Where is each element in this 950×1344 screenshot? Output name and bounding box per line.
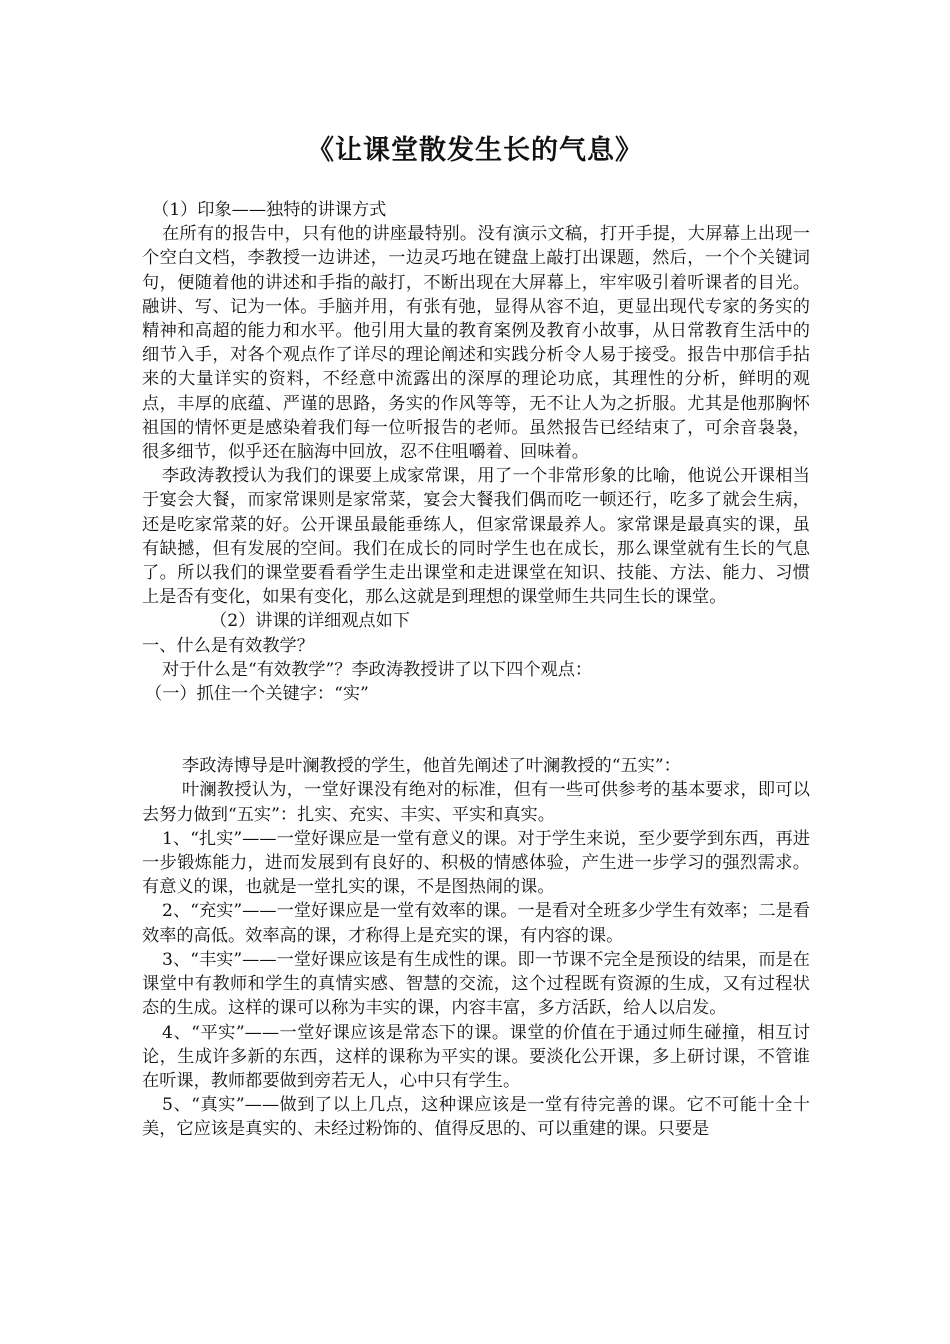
paragraph: 叶澜教授认为，一堂好课没有绝对的标准，但有一些可供参考的基本要求，即可以去努力做到“五实”：扎实、充实、丰实、平实和真实。 xyxy=(142,780,810,825)
blank-line xyxy=(142,706,810,754)
list-item: 2、“充实”——一堂好课应是一堂有效率的课。一是看对全班多少学生有效率；二是看效率的高低。效率高的课，才称得上是充实的课，有内容的课。 xyxy=(142,901,810,946)
part1-heading: （1）印象——独特的讲课方式 xyxy=(152,200,387,220)
paragraph: 李政涛教授认为我们的课要上成家常课，用了一个非常形象的比喻，他说公开课相当于宴会大餐，而家常课则是家常菜，宴会大餐我们偶而吃一顿还行，吃多了就会生病，还是吃家常菜的好。公开课虽最能垂练人，但家常课最养人。家常课是最真实的课，虽有缺撼，但有发展的空间。我们在成长的同时学生也在成长，那么课堂就有生长的气息了。所以我们的课堂要看看学生走出课堂和走进课堂在知识、技能、方法、能力、习惯上是否有变化，如果有变化，那么这就是到理想的课堂师生共同生长的课堂。 xyxy=(142,466,810,608)
list-item: 1、“扎实”——一堂好课应是一堂有意义的课。对于学生来说，至少要学到东西，再进一步锻炼能力，进而发展到有良好的、积极的情感体验，产生进一步学习的强烈需求。有意义的课，也就是一堂扎实的课，不是图热闹的课。 xyxy=(142,828,810,898)
paragraph: 李政涛博导是叶澜教授的学生，他首先阐述了叶澜教授的“五实”： xyxy=(182,756,681,777)
section-heading: 一、什么是有效教学？ xyxy=(142,635,314,656)
list-item: 5、“真实”——做到了以上几点，这种课应该是一堂有待完善的课。它不可能十全十美，它应该是真实的、未经过粉饰的、值得反思的、可以重建的课。只要是 xyxy=(142,1095,810,1140)
part2-heading: （2）讲课的详细观点如下 xyxy=(210,611,410,632)
paragraph: 对于什么是“有效教学”？李政涛教授讲了以下四个观点： xyxy=(162,659,593,680)
document-body xyxy=(142,198,810,1142)
paragraph: 在所有的报告中，只有他的讲座最特别。没有演示文稿，打开手提，大屏幕上出现一个空白文档，李教授一边讲述，一边灵巧地在键盘上敲打出课题，然后，一个个关键词句，便随着他的讲述和手指的敲打，不断出现在大屏幕上，牢牢吸引着听课者的目光。融讲、写、记为一体。手脑并用，有张有弛，显得从容不迫，更显出现代专家的务实的精神和高超的能力和水平。他引用大量的教育案例及教育小故事，从日常教育生活中的细节入手，对各个观点作了详尽的理论阐述和实践分析令人易于接受。报告中那信手拈来的大量详实的资料，不经意中流露出的深厚的理论功底，其理性的分析，鲜明的观点，丰厚的底蕴、严谨的思路，务实的作风等等，无不让人为之折服。尤其是他那胸怀祖国的情怀更是感染着我们每一位听报告的老师。虽然报告已经结束了，可余音袅袅，很多细节，似乎还在脑海中回放，忍不住咀嚼着、回味着。 xyxy=(142,224,810,463)
point-heading: （一）抓住一个关键字：“实” xyxy=(145,684,369,705)
document-title: 《让课堂散发生长的气息》 xyxy=(307,135,643,166)
list-item: 3、“丰实”——一堂好课应该是有生成性的课。即一节课不完全是预设的结果，而是在课堂中有教师和学生的真情实感、智慧的交流，这个过程既有资源的生成，又有过程状态的生成。这样的课可以称为丰实的课，内容丰富，多方活跃，给人以启发。 xyxy=(142,949,810,1019)
list-item: 4、“平实”——一堂好课应该是常态下的课。课堂的价值在于通过师生碰撞，相互讨论，生成许多新的东西，这样的课称为平实的课。要淡化公开课，多上研讨课，不管谁在听课，教师都要做到旁若无人，心中只有学生。 xyxy=(142,1022,810,1091)
